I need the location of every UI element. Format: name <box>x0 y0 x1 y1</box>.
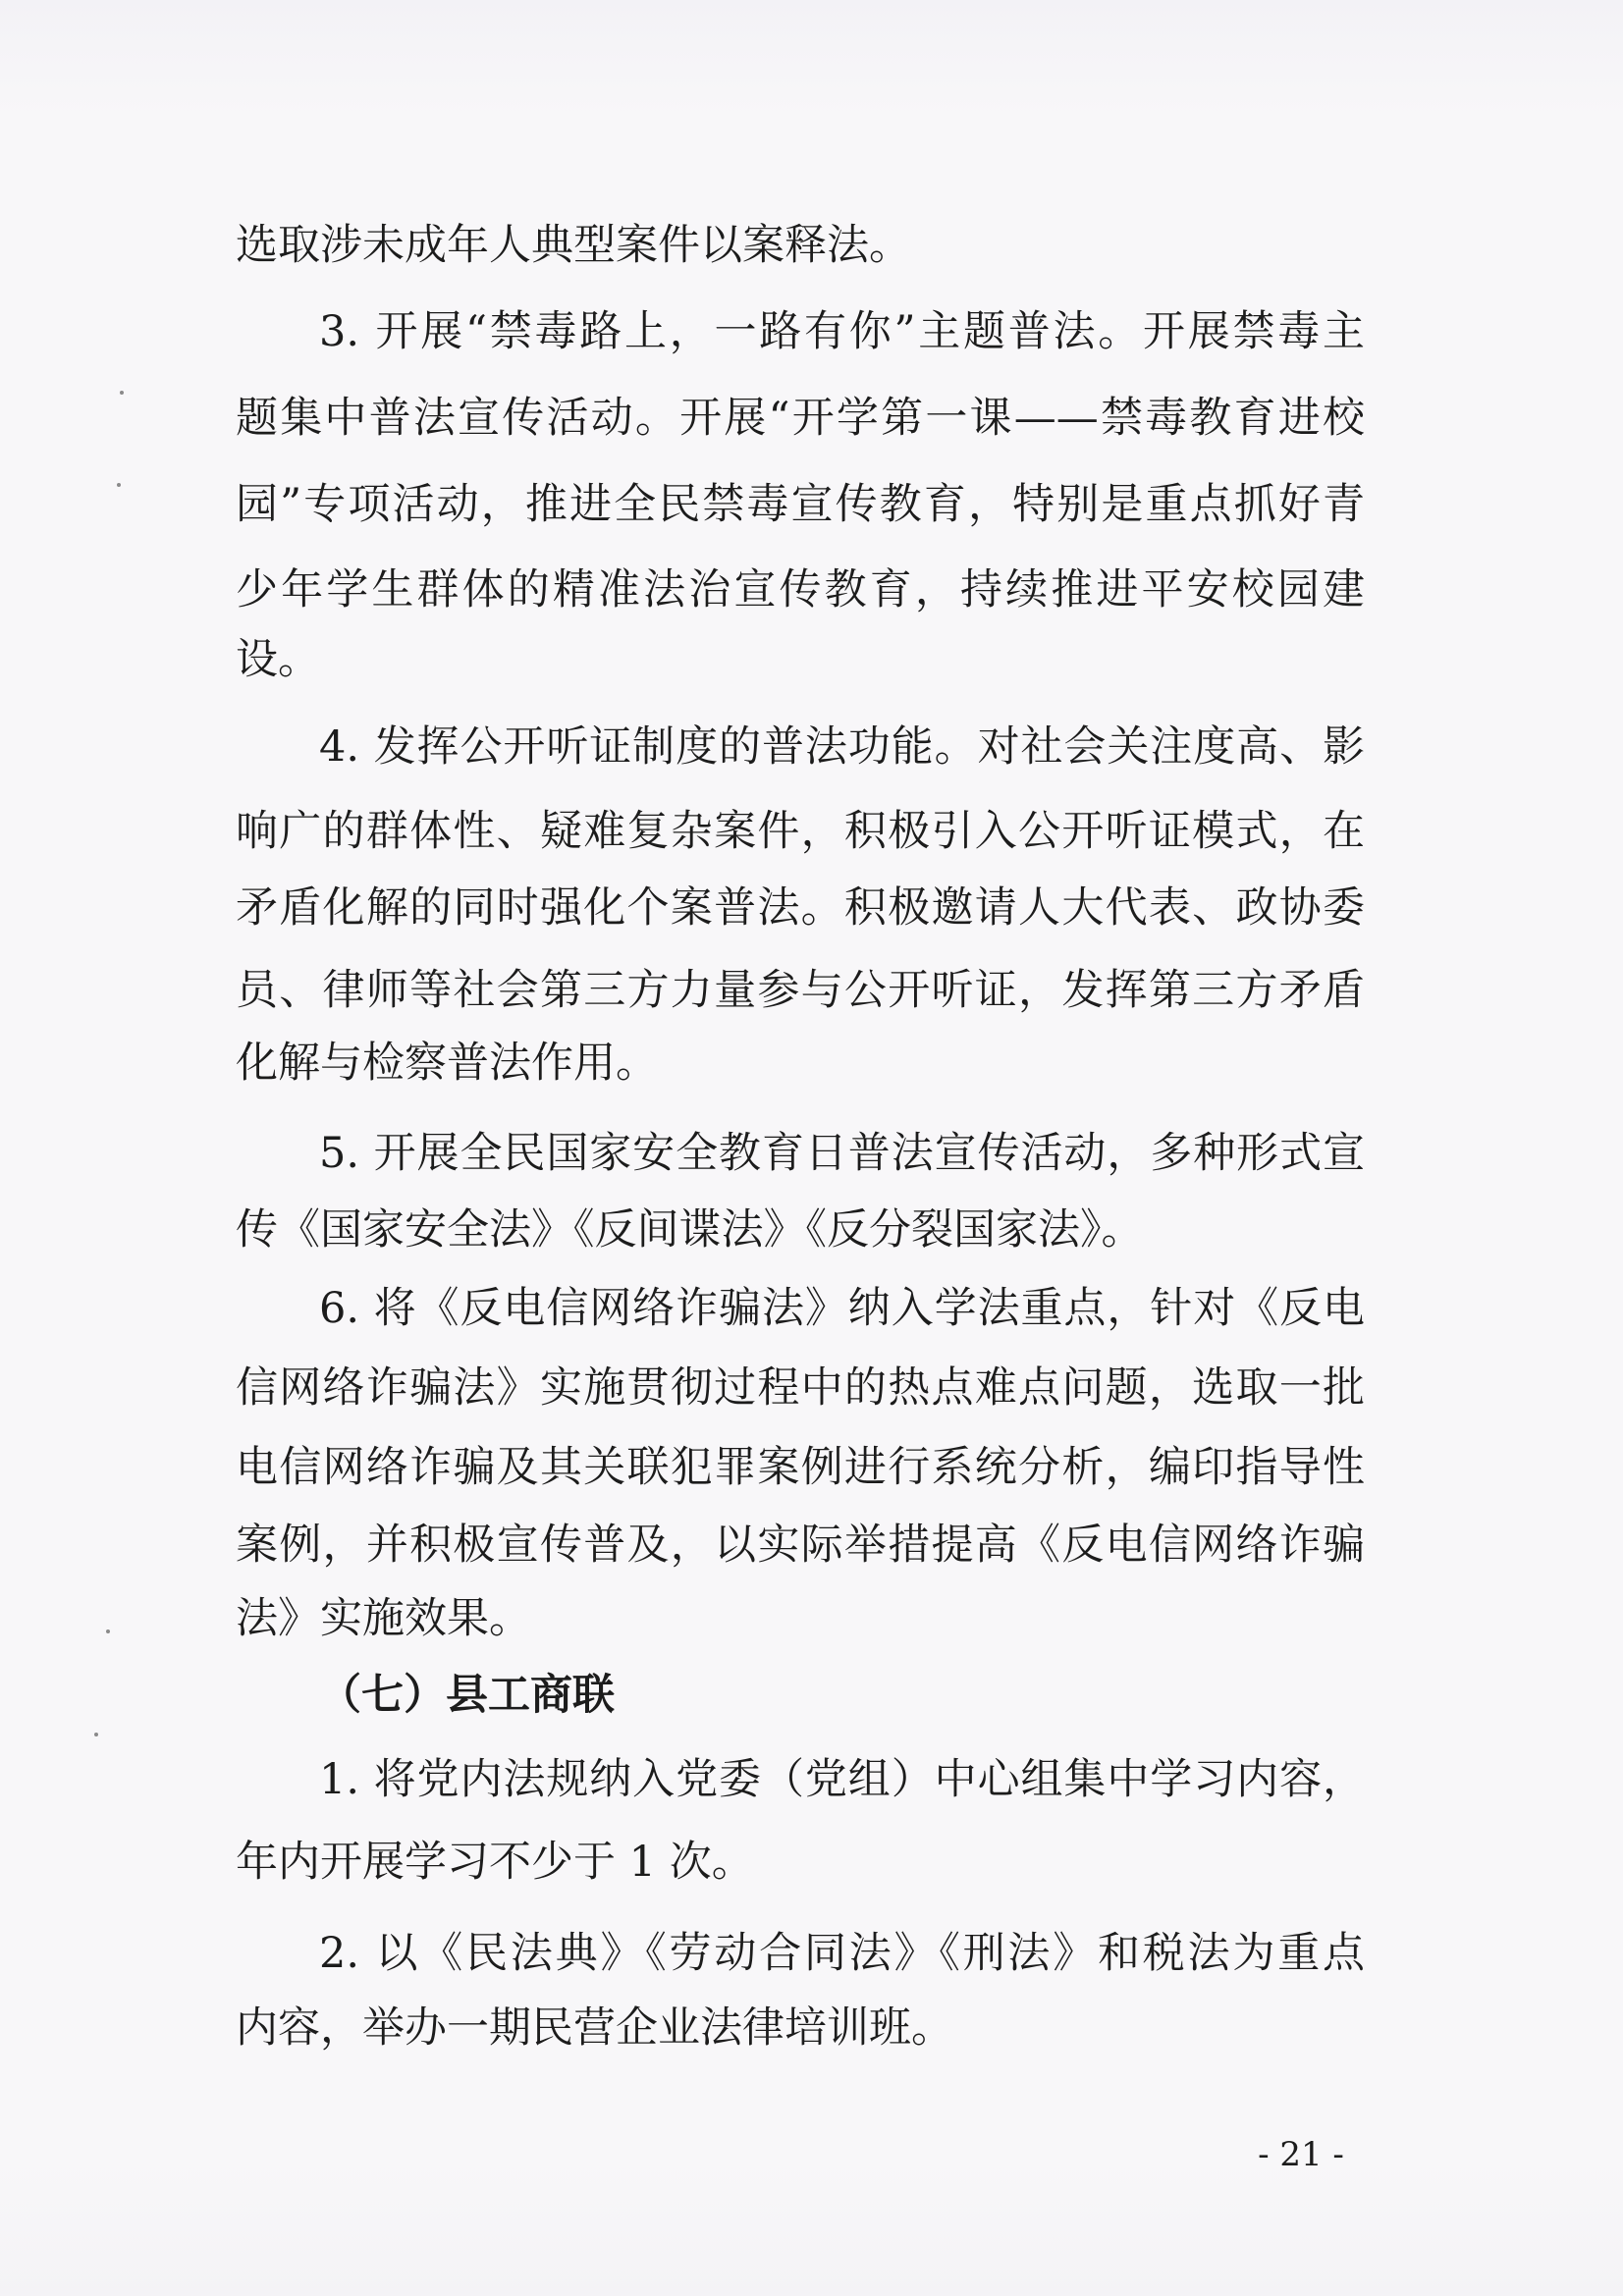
scan-dot-3 <box>106 1629 110 1633</box>
text-line-3: 题集中普法宣传活动。开展“开学第一课——禁毒教育进校 <box>236 394 1365 443</box>
text-line-2: 3. 开展“禁毒路上，一路有你”主题普法。开展禁毒主 <box>319 307 1365 356</box>
text-line-10: 员、律师等社会第三方力量参与公开听证，发挥第三方矛盾 <box>236 966 1365 1015</box>
text-line-13: 传《国家安全法》《反间谍法》《反分裂国家法》。 <box>236 1205 1144 1255</box>
scan-dot-4 <box>94 1733 98 1736</box>
text-line-6: 设。 <box>236 635 320 684</box>
text-line-22: 2. 以《民法典》《劳动合同法》《刑法》和税法为重点 <box>319 1929 1365 1978</box>
text-line-23: 内容，举办一期民营企业法律培训班。 <box>236 2003 953 2053</box>
text-line-12: 5. 开展全民国家安全教育日普法宣传活动，多种形式宣 <box>319 1129 1365 1178</box>
text-line-15: 信网络诈骗法》实施贯彻过程中的热点难点问题，选取一批 <box>236 1363 1365 1413</box>
scan-dot-1 <box>120 391 124 395</box>
text-line-18: 法》实施效果。 <box>236 1594 531 1643</box>
text-line-8: 响广的群体性、疑难复杂案件，积极引入公开听证模式，在 <box>236 807 1365 856</box>
text-line-7: 4. 发挥公开听证制度的普法功能。对社会关注度高、影 <box>319 722 1365 772</box>
text-line-5: 少年学生群体的精准法治宣传教育，持续推进平安校园建 <box>236 565 1365 614</box>
text-line-20: 1. 将党内法规纳入党委（党组）中心组集中学习内容， <box>319 1755 1365 1804</box>
text-line-17: 案例，并积极宣传普及，以实际举措提高《反电信网络诈骗 <box>236 1521 1365 1570</box>
page-number: - 21 - <box>1258 2135 1344 2174</box>
scan-dot-2 <box>117 483 121 487</box>
text-line-4: 园”专项活动，推进全民禁毒宣传教育，特别是重点抓好青 <box>236 480 1365 529</box>
text-line-9: 矛盾化解的同时强化个案普法。积极邀请人大代表、政协委 <box>236 883 1365 933</box>
text-line-14: 6. 将《反电信网络诈骗法》纳入学法重点，针对《反电 <box>319 1284 1365 1333</box>
text-line-11: 化解与检察普法作用。 <box>236 1039 658 1088</box>
text-line-21: 年内开展学习不少于 1 次。 <box>236 1838 754 1887</box>
text-line-1: 选取涉未成年人典型案件以案释法。 <box>236 221 911 270</box>
text-line-16: 电信网络诈骗及其关联犯罪案例进行系统分析，编印指导性 <box>236 1443 1365 1492</box>
section-heading: （七）县工商联 <box>319 1671 615 1720</box>
